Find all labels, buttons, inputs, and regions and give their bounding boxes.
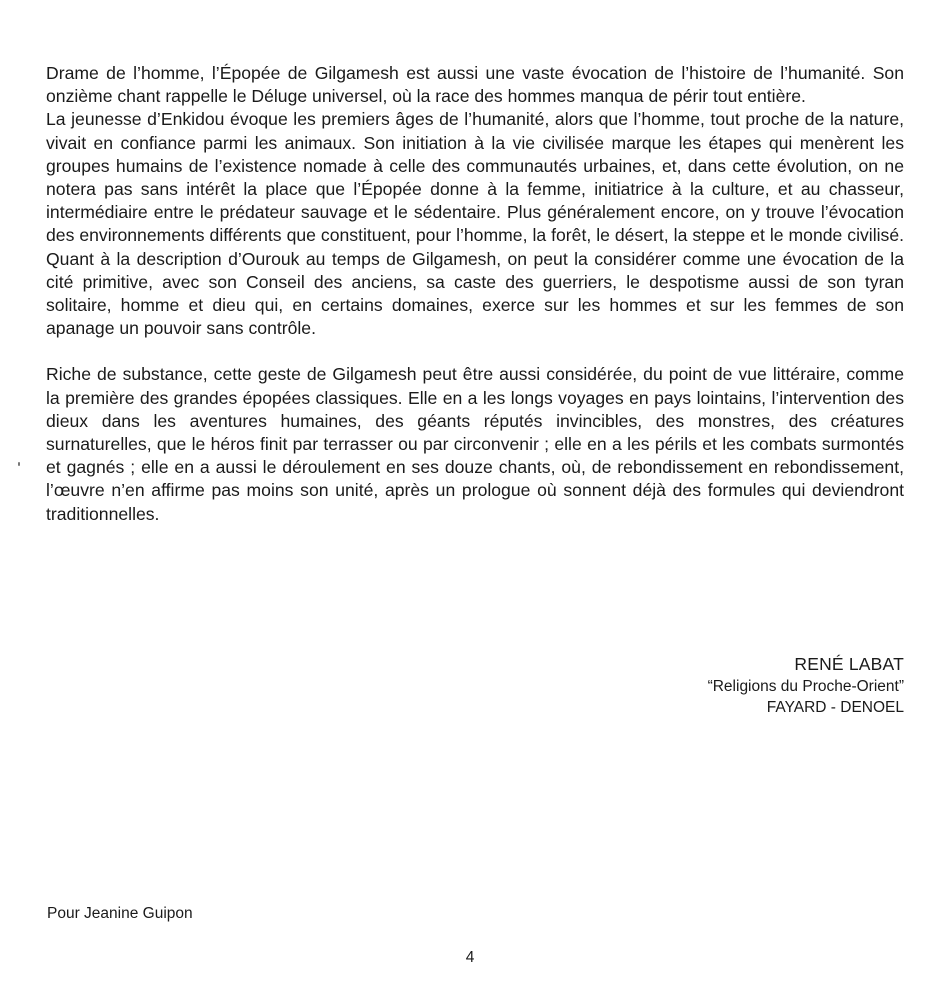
dedication-text: Pour Jeanine Guipon	[47, 905, 193, 922]
body-text	[46, 62, 904, 526]
attribution-block	[708, 652, 904, 718]
scan-speck	[18, 462, 20, 466]
author-name: RENÉ LABAT	[794, 654, 904, 674]
page-number: 4	[465, 949, 475, 966]
paragraph-epic: Riche de substance, cette geste de Gilgamesh peut être aussi considérée, du point de vue littéraire, comme la première des grandes épopées classiques. Elle en a les longs voyages en pays lointains, l’intervention des dieux dans les aventures humaines, des géants réputés invincibles, des monstres, des créatures surnaturelles, que le héros finit par terrasser ou par circonvenir ; elle en a les périls et les combats surmontés et gagnés ; elle en a aussi le déroulement en ses douze chants, où, de rebondissement en rebondissement, l’œuvre n’en affirme pas moins son unité, après un prologue où sonnent déjà des formules qui deviendront traditionnelles.	[46, 364, 904, 524]
publisher-name: FAYARD - DENOEL	[766, 699, 904, 716]
source-work-title: “Religions du Proche-Orient”	[707, 678, 904, 695]
paragraph-enkidou: La jeunesse d’Enkidou évoque les premiers âges de l’humanité, alors que l’homme, tout proche de la nature, vivait en confiance parmi les animaux. Son initiation à la vie civilisée marque les étapes qui menèrent les groupes humains de l’existence nomade à celle des communautés urbaines, et, dans cette évolution, on ne notera pas sans intérêt la place que l’Épopée donne à la femme, initiatrice à la culture, et au chasseur, intermédiaire entre le prédateur sauvage et le sédentaire. Plus généralement encore, on y trouve l’évocation des environnements différents que constituent, pour l’homme, la forêt, le désert, la steppe et le monde civilisé. Quant à la description d’Ourouk au temps de Gilgamesh, on peut la considérer comme une évocation de la cité primitive, avec son Conseil des anciens, sa caste des guerriers, le despotisme aussi de son tyran solitaire, homme et dieu qui, en certains domaines, exerce sur les hommes et sur les femmes de son apanage un pouvoir sans contrôle.	[46, 109, 904, 339]
paragraph-deluge: Drame de l’homme, l’Épopée de Gilgamesh est aussi une vaste évocation de l’histoire de l’humanité. Son onzième chant rappelle le Déluge universel, où la race des hommes manqua de périr tout entière.	[46, 63, 904, 107]
